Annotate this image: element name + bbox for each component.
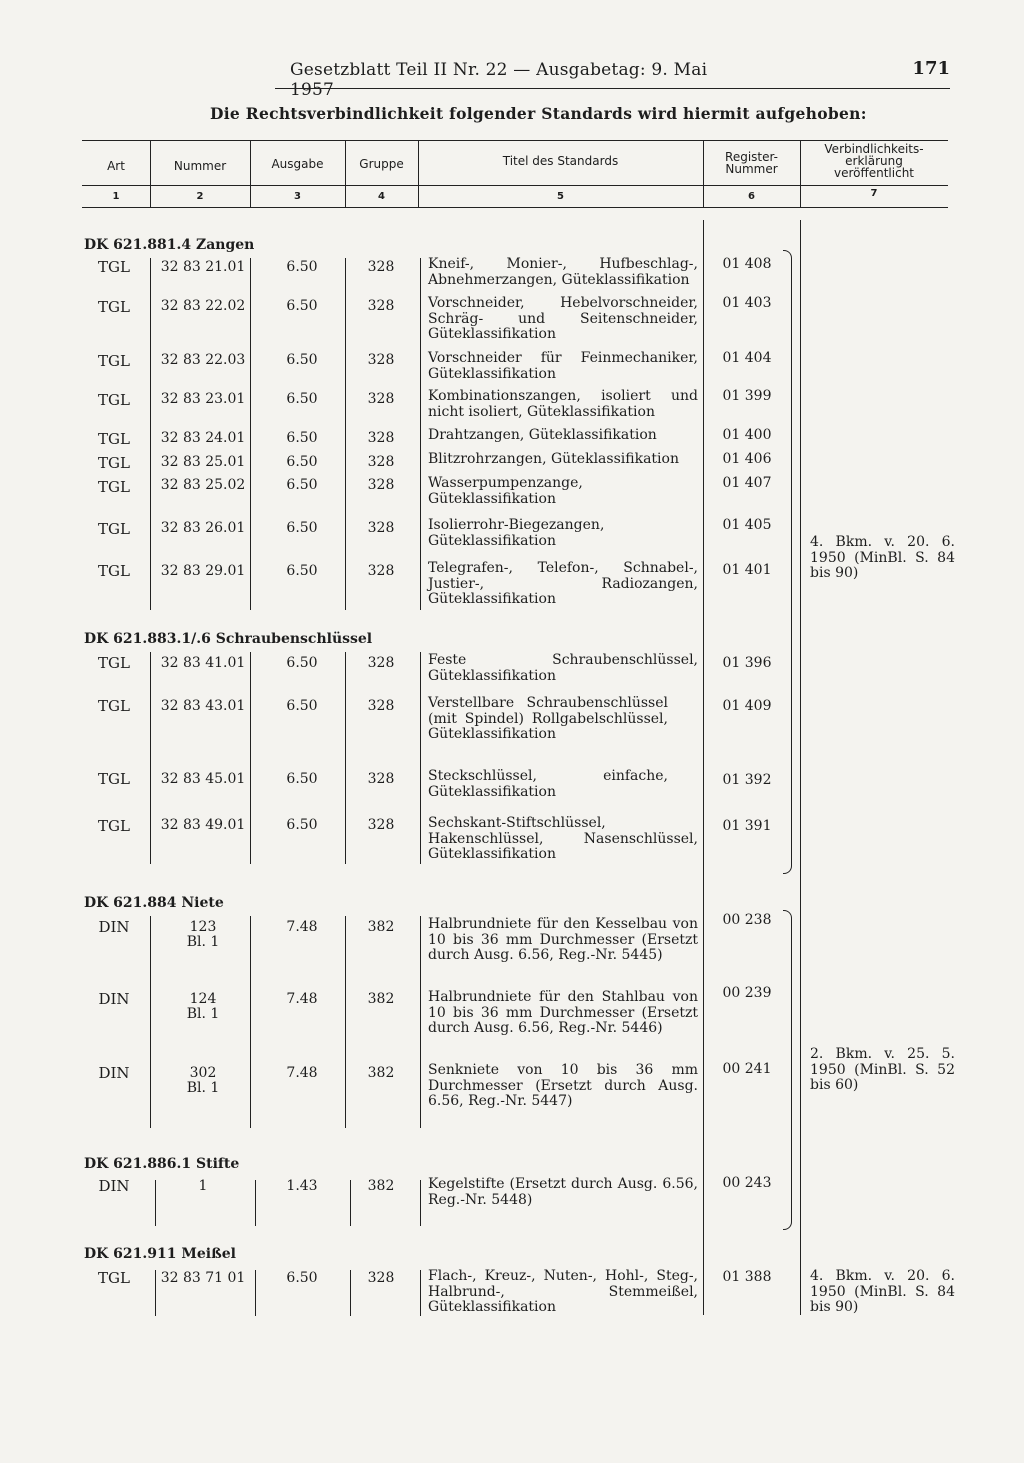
section-title: DK 621.881.4 Zangen <box>84 237 255 253</box>
ausgabe-cell: 6.50 <box>286 454 318 470</box>
gruppe-cell: 328 <box>367 698 395 714</box>
ausgabe-cell: 6.50 <box>286 771 318 787</box>
titel-cell: Verstellbare Schraubenschlüssel (mit Spindel) Rollgabelschlüssel, Güteklassifikation <box>428 695 668 742</box>
titel-cell: Kneif-, Monier-, Hufbeschlag-, Abnehmerzangen, Güteklassifikation <box>428 256 698 288</box>
section-title: DK 621.884 Niete <box>84 895 224 911</box>
nummer-sub-cell: Bl. 1 <box>186 1006 220 1022</box>
art-cell: DIN <box>98 918 130 936</box>
gruppe-cell: 382 <box>367 1178 395 1194</box>
art-cell: DIN <box>98 1177 130 1195</box>
art-cell: TGL <box>98 391 130 409</box>
register-cell: 01 405 <box>722 517 772 533</box>
section-rule <box>420 652 421 864</box>
header-title: Gesetzblatt Teil II Nr. 22 — Ausgabetag: 9. Mai 1957 <box>290 60 708 100</box>
col-gruppe: Gruppe <box>359 157 404 171</box>
section-title: DK 621.886.1 Stifte <box>84 1156 240 1172</box>
art-cell: TGL <box>98 454 130 472</box>
nummer-cell: 32 83 26.01 <box>160 520 246 536</box>
titel-cell: Feste Schraubenschlüssel, Güteklassifikation <box>428 652 698 684</box>
register-cell: 01 408 <box>722 256 772 272</box>
titel-cell: Telegrafen-, Telefon-, Schnabel-, Justier-, Radiozangen, Güteklassifikation <box>428 560 698 607</box>
section-rule <box>345 258 346 610</box>
titel-cell: Wasserpumpenzange, Güteklassifikation <box>428 475 583 507</box>
titel-cell: Vorschneider, Hebelvorschneider, Schräg- und Seitenschneider, Güteklassifikation <box>428 295 698 342</box>
nummer-cell: 32 83 49.01 <box>160 817 246 833</box>
nummer-cell: 123 <box>189 919 217 935</box>
art-cell: DIN <box>98 1064 130 1082</box>
nummer-cell: 32 83 41.01 <box>160 655 246 671</box>
art-cell: TGL <box>98 817 130 835</box>
gruppe-cell: 328 <box>367 477 395 493</box>
gruppe-cell: 328 <box>367 430 395 446</box>
titel-cell: Vorschneider für Feinmechaniker, Güteklassifikation <box>428 350 698 382</box>
gruppe-cell: 382 <box>367 919 395 935</box>
register-cell: 00 241 <box>722 1061 772 1077</box>
titel-cell: Isolierrohr-Biegezangen, Güteklassifikation <box>428 517 605 549</box>
art-cell: TGL <box>98 1269 130 1287</box>
register-cell: 01 391 <box>722 818 772 834</box>
nummer-cell: 302 <box>189 1065 217 1081</box>
art-cell: TGL <box>98 562 130 580</box>
register-cell: 01 399 <box>722 388 772 404</box>
section-rule <box>345 916 346 1128</box>
register-cell: 01 400 <box>722 427 772 443</box>
table-header-rule <box>82 185 948 186</box>
nummer-cell: 32 83 24.01 <box>160 430 246 446</box>
ausgabe-cell: 7.48 <box>286 1065 318 1081</box>
col-register: Register- Nummer <box>725 150 778 176</box>
header-rule <box>275 88 950 89</box>
ausgabe-cell: 6.50 <box>286 1270 318 1286</box>
nummer-cell: 32 83 25.02 <box>160 477 246 493</box>
column-divider <box>703 220 704 1315</box>
verbindlichkeit-note: 4. Bkm. v. 20. 6. 1950 (MinBl. S. 84 bis 90) <box>810 534 955 581</box>
verbindlichkeit-note: 4. Bkm. v. 20. 6. 1950 (MinBl. S. 84 bis 90) <box>810 1268 955 1315</box>
titel-cell: Flach-, Kreuz-, Nuten-, Hohl-, Steg-, Halbrund-, Stemmeißel, Güteklassifikation <box>428 1268 698 1315</box>
col-number: 4 <box>378 191 385 202</box>
titel-cell: Kegelstifte (Ersetzt durch Ausg. 6.56, Reg.-Nr. 5448) <box>428 1176 698 1208</box>
nummer-cell: 32 83 45.01 <box>160 771 246 787</box>
art-cell: TGL <box>98 478 130 496</box>
nummer-cell: 1 <box>198 1178 208 1194</box>
nummer-cell: 32 83 21.01 <box>160 259 246 275</box>
art-cell: TGL <box>98 352 130 370</box>
section-rule <box>150 652 151 864</box>
gruppe-cell: 328 <box>367 771 395 787</box>
ausgabe-cell: 6.50 <box>286 563 318 579</box>
section-rule <box>420 1270 421 1316</box>
register-cell: 01 388 <box>722 1269 772 1285</box>
ausgabe-cell: 6.50 <box>286 698 318 714</box>
ausgabe-cell: 6.50 <box>286 352 318 368</box>
ausgabe-cell: 6.50 <box>286 259 318 275</box>
section-rule <box>255 1270 256 1316</box>
section-rule <box>420 916 421 1128</box>
ausgabe-cell: 6.50 <box>286 298 318 314</box>
nummer-sub-cell: Bl. 1 <box>186 934 220 950</box>
art-cell: TGL <box>98 770 130 788</box>
art-cell: TGL <box>98 654 130 672</box>
titel-cell: Kombinationszangen, isoliert und nicht isoliert, Güteklassifikation <box>428 388 698 420</box>
col-number: 3 <box>294 191 301 202</box>
register-cell: 01 392 <box>722 772 772 788</box>
titel-cell: Halbrundniete für den Kesselbau von 10 bis 36 mm Durchmesser (Ersetzt durch Ausg. 6.56, Reg.-Nr. 5445) <box>428 916 698 963</box>
ausgabe-cell: 6.50 <box>286 391 318 407</box>
register-cell: 01 407 <box>722 475 772 491</box>
ausgabe-cell: 1.43 <box>286 1178 318 1194</box>
titel-cell: Drahtzangen, Güteklassifikation <box>428 427 657 443</box>
table-top-rule <box>82 140 948 141</box>
art-cell: TGL <box>98 430 130 448</box>
section-rule <box>420 1180 421 1226</box>
section-rule <box>420 258 421 610</box>
col-ausgabe: Ausgabe <box>271 157 324 171</box>
gruppe-cell: 328 <box>367 655 395 671</box>
section-rule <box>345 652 346 864</box>
ausgabe-cell: 6.50 <box>286 520 318 536</box>
column-divider <box>800 220 801 1315</box>
art-cell: TGL <box>98 298 130 316</box>
art-cell: TGL <box>98 258 130 276</box>
nummer-cell: 32 83 22.03 <box>160 352 246 368</box>
col-number: 7 <box>870 188 878 199</box>
register-cell: 01 409 <box>722 698 772 714</box>
register-cell: 01 404 <box>722 350 772 366</box>
gruppe-cell: 328 <box>367 298 395 314</box>
ausgabe-cell: 6.50 <box>286 655 318 671</box>
col-verbindlichkeit: Verbindlichkeits- erklärung veröffentlicht <box>824 142 924 180</box>
titel-cell: Halbrundniete für den Stahlbau von 10 bis 36 mm Durchmesser (Ersetzt durch Ausg. 6.56, Reg.-Nr. 5446) <box>428 989 698 1036</box>
register-cell: 01 396 <box>722 655 772 671</box>
section-rule <box>150 258 151 610</box>
nummer-cell: 32 83 71 01 <box>160 1270 246 1286</box>
art-cell: TGL <box>98 520 130 538</box>
gruppe-cell: 328 <box>367 352 395 368</box>
nummer-cell: 32 83 43.01 <box>160 698 246 714</box>
section-rule <box>255 1180 256 1226</box>
gruppe-cell: 328 <box>367 563 395 579</box>
section-rule <box>150 916 151 1128</box>
gruppe-cell: 328 <box>367 1270 395 1286</box>
art-cell: DIN <box>98 990 130 1008</box>
nummer-sub-cell: Bl. 1 <box>186 1080 220 1096</box>
register-cell: 01 401 <box>722 562 772 578</box>
page-number: 171 <box>912 58 950 79</box>
col-nummer: Nummer <box>173 159 227 173</box>
gruppe-cell: 328 <box>367 520 395 536</box>
col-number: 2 <box>196 191 204 202</box>
ausgabe-cell: 6.50 <box>286 817 318 833</box>
register-cell: 00 239 <box>722 985 772 1001</box>
nummer-cell: 32 83 29.01 <box>160 563 246 579</box>
register-cell: 01 406 <box>722 451 772 467</box>
section-title: DK 621.883.1/.6 Schraubenschlüssel <box>84 631 373 647</box>
nummer-cell: 32 83 22.02 <box>160 298 246 314</box>
gruppe-cell: 328 <box>367 259 395 275</box>
nummer-cell: 32 83 25.01 <box>160 454 246 470</box>
nummer-cell: 124 <box>189 991 217 1007</box>
table-number-rule <box>82 207 948 208</box>
titel-cell: Steckschlüssel, einfache, Güteklassifikation <box>428 768 668 800</box>
ausgabe-cell: 6.50 <box>286 430 318 446</box>
section-title: DK 621.911 Meißel <box>84 1246 236 1262</box>
art-cell: TGL <box>98 697 130 715</box>
verbindlichkeit-note: 2. Bkm. v. 25. 5. 1950 (MinBl. S. 52 bis 60) <box>810 1046 955 1093</box>
gruppe-cell: 328 <box>367 817 395 833</box>
col-number: 5 <box>557 191 564 202</box>
register-cell: 00 238 <box>722 912 772 928</box>
titel-cell: Senkniete von 10 bis 36 mm Durchmesser (Ersetzt durch Ausg. 6.56, Reg.-Nr. 5447) <box>428 1062 698 1109</box>
col-number: 6 <box>748 191 755 202</box>
gruppe-cell: 382 <box>367 991 395 1007</box>
gruppe-cell: 328 <box>367 454 395 470</box>
titel-cell: Sechskant-Stiftschlüssel, Hakenschlüssel, Nasenschlüssel, Güteklassifikation <box>428 815 698 862</box>
register-cell: 00 243 <box>722 1175 772 1191</box>
register-cell: 01 403 <box>722 295 772 311</box>
nummer-cell: 32 83 23.01 <box>160 391 246 407</box>
titel-cell: Blitzrohrzangen, Güteklassifikation <box>428 451 679 467</box>
col-number: 1 <box>112 191 120 202</box>
ausgabe-cell: 7.48 <box>286 991 318 1007</box>
page-heading: Die Rechtsverbindlichkeit folgender Standards wird hiermit aufgehoben: <box>210 104 867 123</box>
ausgabe-cell: 6.50 <box>286 477 318 493</box>
ausgabe-cell: 7.48 <box>286 919 318 935</box>
gruppe-cell: 382 <box>367 1065 395 1081</box>
gruppe-cell: 328 <box>367 391 395 407</box>
col-titel: Titel des Standards <box>502 154 619 168</box>
col-art: Art <box>107 159 125 173</box>
